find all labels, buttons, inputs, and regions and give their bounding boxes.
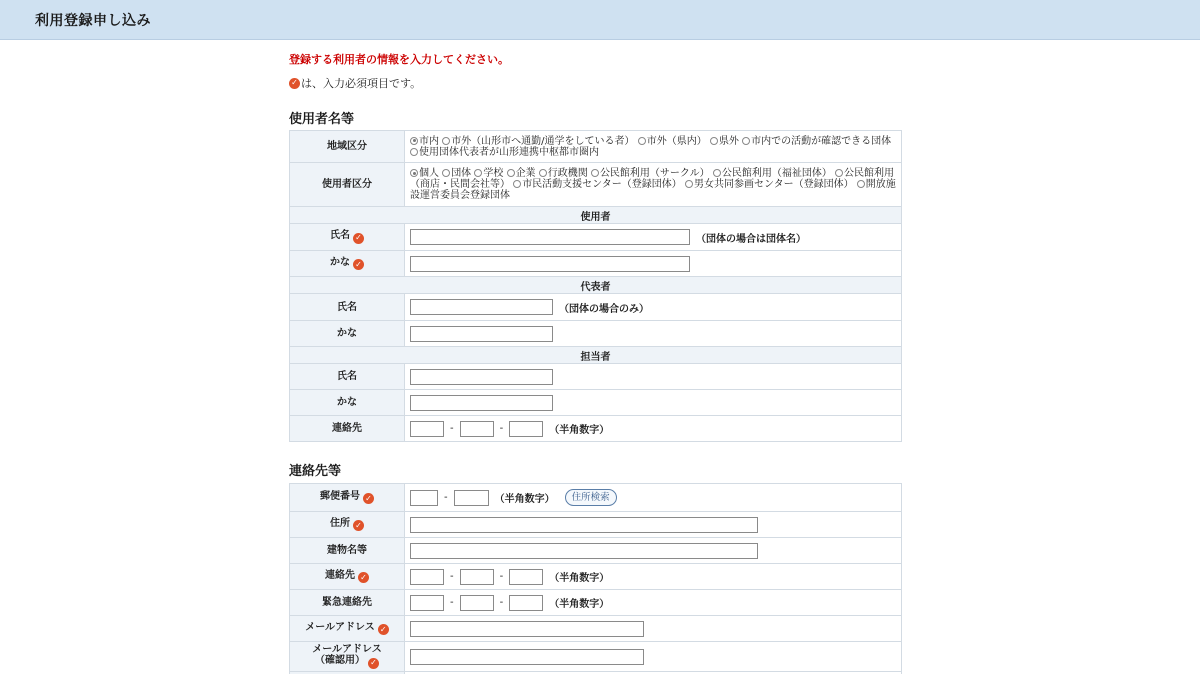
- region-row: [290, 131, 902, 163]
- radio-region-5[interactable]: [410, 148, 418, 156]
- user-heading-row: [290, 207, 902, 224]
- radio-label: 学校: [483, 168, 504, 179]
- label-text: 氏名: [330, 230, 350, 242]
- rep-name-row: [290, 294, 902, 321]
- radio-user-type-9[interactable]: [685, 180, 693, 188]
- staff-kana-input[interactable]: [410, 395, 553, 411]
- radio-label: 市内: [419, 135, 439, 147]
- intro-message: 登録する利用者の情報を入力してください。: [289, 53, 509, 66]
- radio-user-type-6[interactable]: [713, 169, 721, 177]
- user-name-row: [290, 224, 902, 251]
- staff-tel-label: 連絡先: [290, 416, 405, 442]
- rep-name-note: （団体の場合のみ）: [559, 303, 649, 315]
- email-confirm-row: [290, 642, 902, 672]
- radio-region-3[interactable]: [710, 137, 718, 145]
- radio-label: 県外: [718, 135, 739, 147]
- radio-label: 市外（山形市へ通勤/通学をしている者）: [451, 135, 635, 147]
- contact-table: [289, 483, 902, 674]
- radio-label: 市内での活動が確認できる団体: [751, 135, 892, 147]
- radio-user-type-2[interactable]: [474, 169, 482, 177]
- radio-user-type-10[interactable]: [857, 180, 865, 188]
- user-name-label: [290, 224, 405, 251]
- dash: -: [450, 571, 454, 582]
- email-confirm-label: [290, 642, 405, 672]
- address-row: [290, 512, 902, 538]
- staff-name-row: [290, 364, 902, 390]
- required-check-icon: ✓: [353, 520, 364, 531]
- rep-name-input[interactable]: [410, 299, 553, 315]
- staff-tel-note: （半角数字）: [549, 425, 610, 436]
- label-text: かな: [330, 256, 350, 268]
- email-row: [290, 616, 902, 642]
- zip-row: [290, 484, 902, 512]
- radio-label: 行政機関: [547, 168, 588, 179]
- rep-heading-row: [290, 277, 902, 294]
- zip-input-2[interactable]: [454, 490, 489, 506]
- page-title: 利用登録申し込み: [35, 12, 151, 29]
- staff-tel-input-1[interactable]: [410, 421, 444, 437]
- required-check-icon: ✓: [353, 233, 364, 244]
- tel-note: （半角数字）: [549, 573, 610, 584]
- address-search-button[interactable]: 住所検索: [565, 489, 617, 506]
- tel-input-3[interactable]: [509, 569, 543, 585]
- user-kana-input[interactable]: [410, 256, 690, 272]
- radio-label: 市外（県内）: [646, 135, 707, 147]
- building-row: [290, 538, 902, 564]
- radio-label: 公民館利用（商店・民間会社等）: [410, 168, 895, 190]
- emergency-input-1[interactable]: [410, 595, 444, 611]
- user-name-note: （団体の場合は団体名）: [696, 233, 806, 245]
- label-text: メールアドレス: [305, 621, 375, 633]
- radio-user-type-3[interactable]: [507, 169, 515, 177]
- radio-label: 企業: [515, 168, 536, 179]
- user-type-options: [405, 163, 902, 207]
- address-input[interactable]: [410, 517, 758, 533]
- rep-kana-row: [290, 321, 902, 347]
- label-text: 住所: [330, 517, 350, 529]
- email-input[interactable]: [410, 621, 644, 637]
- staff-tel-row: [290, 416, 902, 442]
- emergency-label: 緊急連絡先: [290, 590, 405, 616]
- staff-kana-row: [290, 390, 902, 416]
- required-check-icon: ✓: [289, 78, 300, 89]
- dash: -: [450, 597, 454, 608]
- user-kana-row: [290, 251, 902, 277]
- radio-label: 使用団体代表者が山形連携中枢都市圏内: [419, 146, 599, 158]
- rep-kana-input[interactable]: [410, 326, 553, 342]
- region-label: 地域区分: [290, 131, 405, 163]
- radio-label: 市民活動支援センター（登録団体）: [522, 179, 682, 190]
- emergency-row: [290, 590, 902, 616]
- required-note-text: は、入力必須項目です。: [301, 77, 422, 90]
- label-text: 連絡先: [325, 569, 355, 581]
- zip-label: [290, 484, 405, 512]
- staff-heading: 担当者: [290, 347, 902, 364]
- emergency-input-3[interactable]: [509, 595, 543, 611]
- required-check-icon: ✓: [368, 658, 379, 669]
- staff-name-label: 氏名: [290, 364, 405, 390]
- staff-kana-label: かな: [290, 390, 405, 416]
- user-type-label: 使用者区分: [290, 163, 405, 207]
- email-confirm-input[interactable]: [410, 649, 644, 665]
- label-text-line2: （確認用）: [315, 655, 365, 667]
- rep-name-label: 氏名: [290, 294, 405, 321]
- tel-row: [290, 564, 902, 590]
- staff-tel-input-3[interactable]: [509, 421, 543, 437]
- radio-region-1[interactable]: [442, 137, 450, 145]
- dash: -: [499, 423, 504, 434]
- radio-label: 男女共同参画センター（登録団体）: [693, 179, 854, 190]
- staff-tel-input-2[interactable]: [460, 421, 494, 437]
- radio-user-type-8[interactable]: [513, 180, 521, 188]
- section-title-user: 使用者名等: [289, 112, 355, 127]
- user-table: [289, 130, 902, 442]
- required-check-icon: ✓: [353, 259, 364, 270]
- user-heading: 使用者: [290, 207, 902, 224]
- label-text-line1: メールアドレス: [312, 644, 382, 656]
- email-label: [290, 616, 405, 642]
- label-text: 郵便番号: [320, 490, 360, 502]
- radio-user-type-1[interactable]: [442, 169, 450, 177]
- user-name-input[interactable]: [410, 229, 690, 245]
- required-check-icon: ✓: [358, 572, 369, 583]
- user-type-row: [290, 163, 902, 207]
- user-kana-label: [290, 251, 405, 277]
- rep-kana-label: かな: [290, 321, 405, 347]
- radio-user-type-4[interactable]: [539, 169, 547, 177]
- staff-heading-row: [290, 347, 902, 364]
- emergency-input-2[interactable]: [460, 595, 494, 611]
- emergency-note: （半角数字）: [549, 599, 610, 610]
- radio-user-type-0[interactable]: [410, 169, 418, 177]
- building-label: 建物名等: [290, 538, 405, 564]
- dash: -: [499, 597, 504, 608]
- radio-label: 公民館利用（サークル）: [599, 168, 710, 179]
- zip-input-1[interactable]: [410, 490, 438, 506]
- dash: -: [450, 423, 454, 434]
- zip-note: （半角数字）: [494, 494, 555, 505]
- rep-heading: 代表者: [290, 277, 902, 294]
- radio-region-4[interactable]: [742, 137, 750, 145]
- region-options: [405, 131, 902, 163]
- page-header: [0, 0, 1200, 40]
- dash: -: [499, 571, 504, 582]
- dash: -: [444, 492, 448, 503]
- radio-region-2[interactable]: [638, 137, 646, 145]
- tel-input-1[interactable]: [410, 569, 444, 585]
- staff-name-input[interactable]: [410, 369, 553, 385]
- radio-label: 開放施設運営委員会登録団体: [410, 179, 896, 201]
- tel-label: [290, 564, 405, 590]
- radio-label: 団体: [451, 168, 472, 179]
- radio-user-type-7[interactable]: [835, 169, 843, 177]
- required-check-icon: ✓: [363, 493, 374, 504]
- required-check-icon: ✓: [378, 624, 389, 635]
- radio-label: 個人: [419, 168, 439, 179]
- required-note: [289, 75, 421, 91]
- address-label: [290, 512, 405, 538]
- radio-label: 公民館利用（福祉団体）: [721, 168, 832, 179]
- radio-region-0[interactable]: [410, 137, 418, 145]
- building-input[interactable]: [410, 543, 758, 559]
- tel-input-2[interactable]: [460, 569, 494, 585]
- section-title-contact: 連絡先等: [289, 464, 342, 479]
- radio-user-type-5[interactable]: [591, 169, 599, 177]
